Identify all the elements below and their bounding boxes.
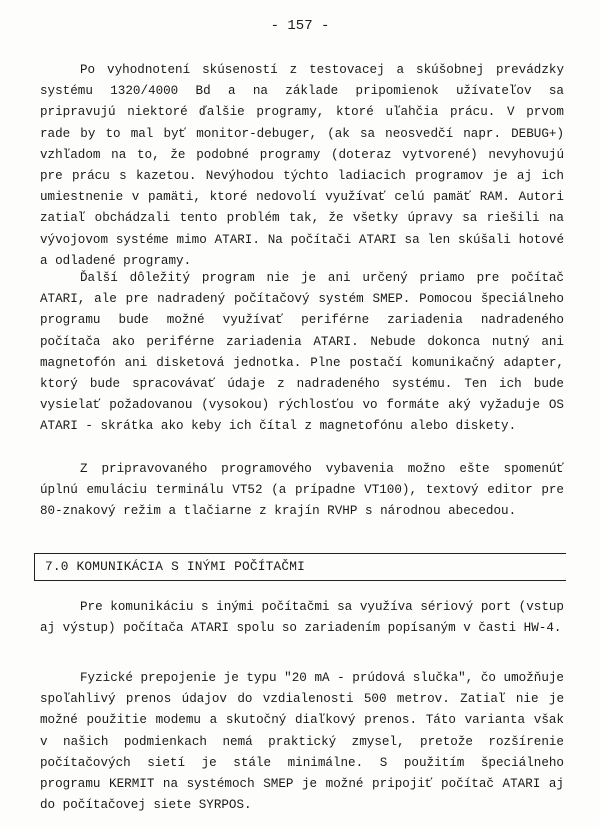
page-number: - 157 -: [270, 18, 330, 34]
paragraph-planned-software: Z pripravovaného programového vybavenia možno ešte spomenúť úplnú emuláciu terminálu VT52 (a prípadne VT100), textový editor pre 80-znakový režim a tlačiarne z krajín RVHP s národnou abecedou.: [40, 462, 564, 519]
paragraph-physical-connection: Fyzické prepojenie je typu "20 mA - prúdová slučka", čo umožňuje spoľahlivý prenos údajov do vzdialenosti 500 metrov. Zatiaľ nie je možné použitie modemu a skutočný diaľkový prenos. Táto varianta však v našich podmienkach nemá praktický zmysel, pretože rozšírenie počítačových sietí je stále minimálne. S použitím špeciálneho programu KERMIT na systémoch SMEP je možné pripojiť počítač ATARI aj do počítačovej siete SYRPOS.: [40, 671, 564, 813]
paragraph-smep-program: Ďalší dôležitý program nie je ani určený priamo pre počítač ATARI, ale pre nadradený počítačový systém SMEP. Pomocou špeciálneho programu bude možné využívať periférne zariadenia nadradeného počítača ako periférne zariadenia ATARI. Nebude dokonca nutný ani magnetofón ani disketová jednotka. Plne postačí komunikačný adapter, ktorý bude spracovávať údaje z nadradeného systému. Ten ich bude vysielať požadovanou (vysokou) rýchlosťou vo formáte aký vyžaduje OS ATARI - skrátka ako keby ich čítal z magnetofónu alebo diskety.: [40, 271, 564, 434]
section-heading: 7.0 KOMUNIKÁCIA S INÝMI POČÍTAČMI: [34, 553, 566, 581]
paragraph-serial-port: Pre komunikáciu s inými počítačmi sa využíva sériový port (vstup aj výstup) počítača ATARI spolu so zariadením popísaným v časti HW-4.: [40, 600, 564, 636]
paragraph-monitor-debugger: Po vyhodnotení skúseností z testovacej a skúšobnej prevádzky systému 1320/4000 Bd a na základe pripomienok užívateľov sa pripravujú niektoré ďalšie programy, ktoré uľahčia prácu. V prvom rade by to mal byť monitor-debuger, (ak sa neosvedčí napr. DEBUG+) vzhľadom na to, že podobné programy (doteraz vytvorené) nevyhovujú pre prácu s kazetou. Nevýhodou týchto ladiacich programov je aj ich umiestnenie v pamäti, ktoré nedovolí využívať celú pamäť RAM. Autori zatiaľ obchádzali tento problém tak, že všetky úpravy sa riešili na vývojovom systéme mimo ATARI. Na počítači ATARI sa len skúšali hotové a odladené programy.: [40, 63, 564, 268]
